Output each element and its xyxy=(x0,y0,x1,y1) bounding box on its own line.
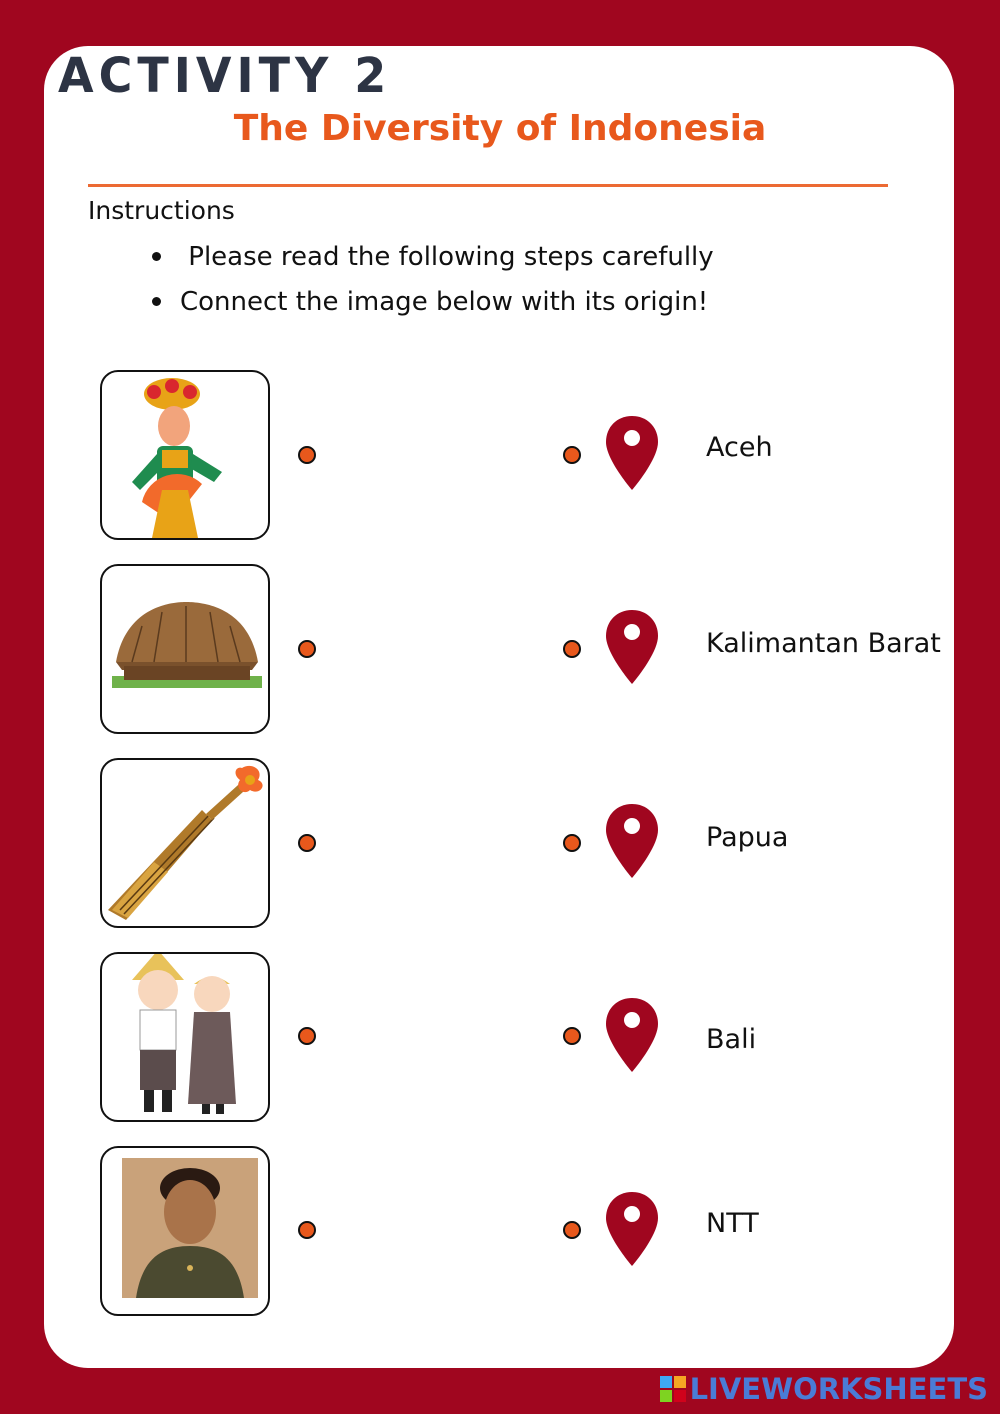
image-card-portrait xyxy=(100,1146,270,1316)
title-divider xyxy=(88,184,888,187)
activity-title: ACTIVITY 2 xyxy=(58,46,392,104)
right-connector-dot[interactable] xyxy=(563,640,581,658)
liveworksheets-brand xyxy=(660,1372,988,1406)
instructions-heading: Instructions xyxy=(88,196,235,225)
right-connector-dot[interactable] xyxy=(563,446,581,464)
balinese-dancer-image xyxy=(102,372,268,538)
image-card-dancer xyxy=(100,370,270,540)
location-pin-icon xyxy=(604,414,660,492)
instruction-item xyxy=(150,281,714,326)
place-label-bali: Bali xyxy=(706,1024,757,1055)
location-pin-icon xyxy=(604,802,660,880)
place-label-aceh: Aceh xyxy=(706,432,773,463)
left-connector-dot[interactable] xyxy=(298,446,316,464)
sape-instrument-image xyxy=(102,760,268,926)
image-card-instrument xyxy=(100,758,270,928)
instruction-text: Connect the image below with its origin! xyxy=(180,287,709,317)
cut-nyak-dhien-portrait-image xyxy=(102,1148,268,1314)
bullet-dot xyxy=(152,297,161,306)
left-connector-dot[interactable] xyxy=(298,834,316,852)
brand-text: LIVEWORKSHEETS xyxy=(689,1372,988,1406)
left-connector-dot[interactable] xyxy=(298,1221,316,1239)
left-connector-dot[interactable] xyxy=(298,640,316,658)
location-pin-icon xyxy=(604,1190,660,1268)
honai-hut-image xyxy=(102,566,268,732)
image-card-couple xyxy=(100,952,270,1122)
ntt-traditional-couple-image xyxy=(102,954,268,1120)
instruction-item xyxy=(150,236,714,281)
bullet-dot xyxy=(152,252,161,261)
right-connector-dot[interactable] xyxy=(563,834,581,852)
instructions-list xyxy=(150,236,714,326)
image-card-hut xyxy=(100,564,270,734)
location-pin-icon xyxy=(604,608,660,686)
place-label-papua: Papua xyxy=(706,822,789,853)
left-connector-dot[interactable] xyxy=(298,1027,316,1045)
location-pin-icon xyxy=(604,996,660,1074)
right-connector-dot[interactable] xyxy=(563,1027,581,1045)
liveworksheets-logo-icon xyxy=(660,1376,686,1402)
place-label-kalimantan-barat: Kalimantan Barat xyxy=(706,628,941,659)
instruction-text: Please read the following steps carefully xyxy=(180,242,714,272)
right-connector-dot[interactable] xyxy=(563,1221,581,1239)
place-label-ntt: NTT xyxy=(706,1208,759,1239)
worksheet-title: The Diversity of Indonesia xyxy=(233,108,767,149)
